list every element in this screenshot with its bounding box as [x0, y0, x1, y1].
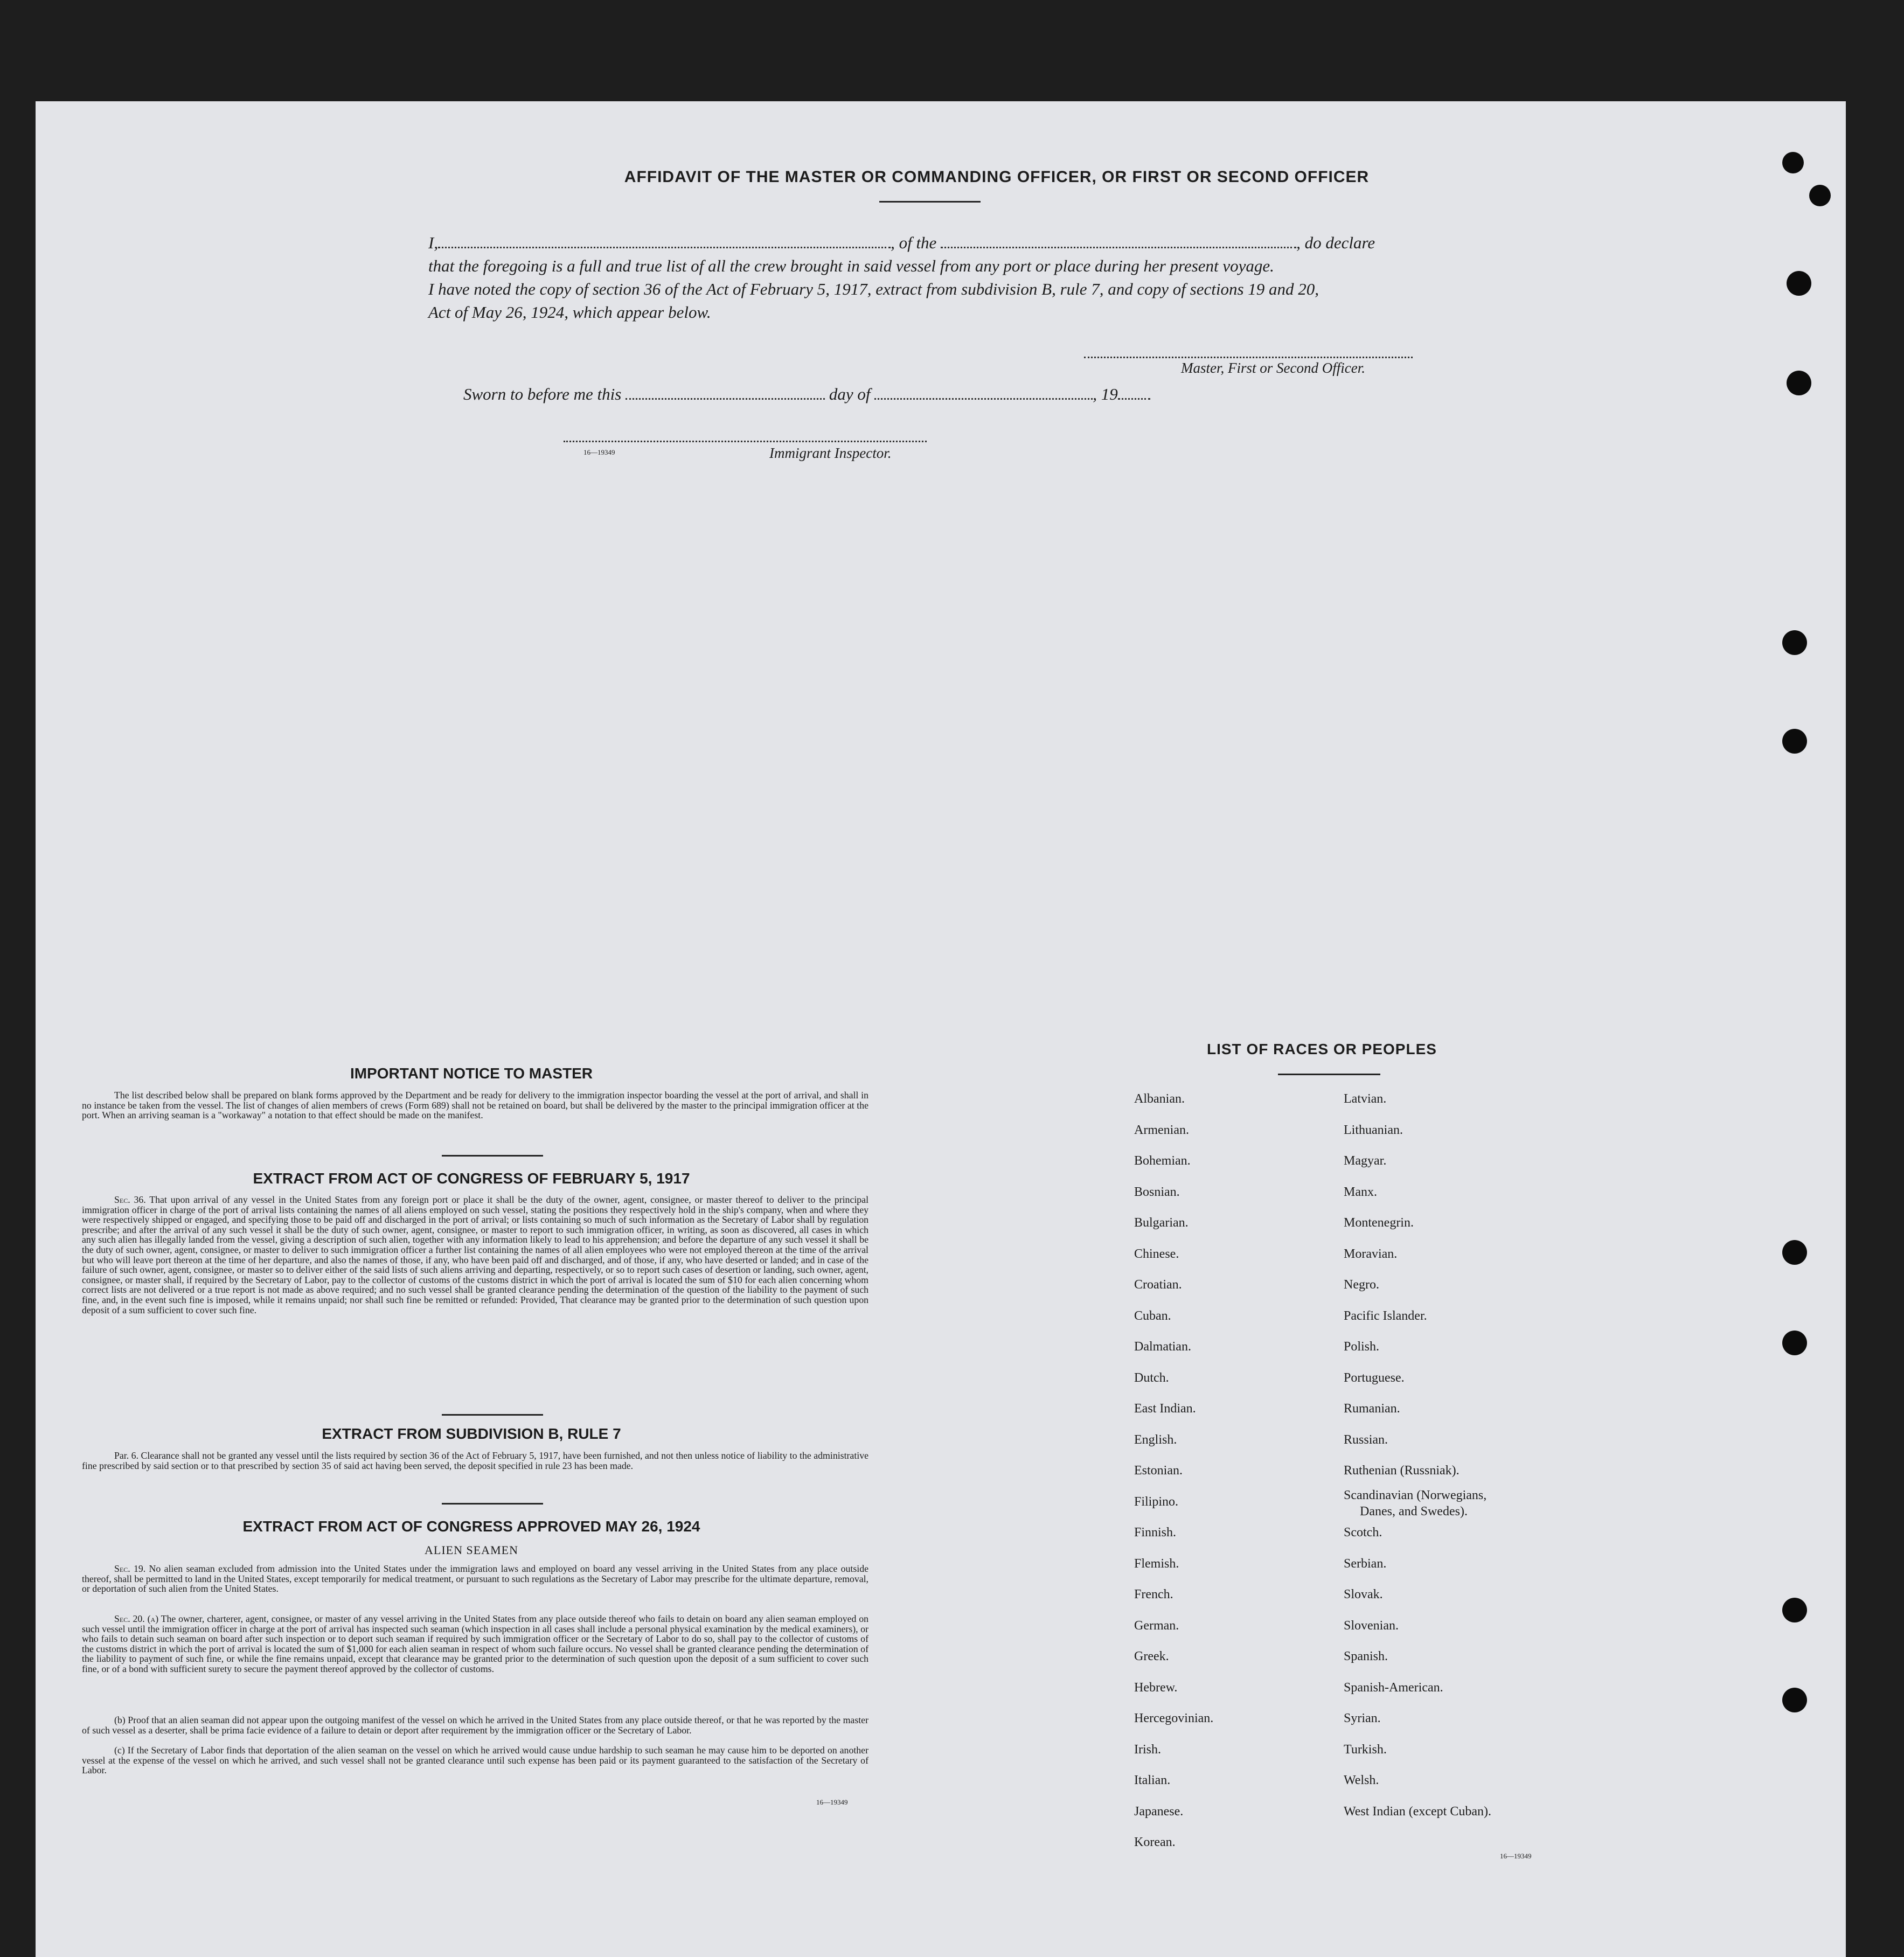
sec-36-label: Sec. 36. — [114, 1194, 146, 1205]
race-item: Korean. — [1134, 1835, 1176, 1849]
sec-20b-text: (b) Proof that an alien seaman did not appear upon the outgoing manifest of the vessel on which he arrived in the United States from any place outside thereof, or that he was reported by the master of such vessel as a deserter, shall be prima facie evidence of a failure to detain or deport after requirement by the immigration officer or the Secretary of Labor. — [82, 1715, 868, 1736]
race-item: Manx. — [1344, 1185, 1377, 1199]
extract-1917-text — [82, 1195, 868, 1315]
race-item: Italian. — [1134, 1773, 1171, 1787]
race-item: Hercegovinian. — [1134, 1711, 1214, 1725]
race-item: Dalmatian. — [1134, 1340, 1191, 1354]
rule7-rule — [442, 1503, 543, 1505]
punch-hole — [1787, 271, 1811, 296]
inspector-label: Immigrant Inspector. — [769, 445, 892, 461]
race-item: Ruthenian (Russniak). — [1344, 1464, 1460, 1478]
race-item: Filipino. — [1134, 1494, 1179, 1509]
race-item: Serbian. — [1344, 1556, 1387, 1571]
sworn-line — [463, 385, 1150, 404]
race-item: Croatian. — [1134, 1278, 1182, 1292]
sec-20a-body: The owner, charterer, agent, consignee, or master of any vessel arriving in the United States from any place outside thereof who fails to detain on board any alien seaman employed on such vessel until the immigration officer in charge at the port of arrival has inspected such seaman (which inspection in all cases shall include a personal physical examination by the medical examiners), or who fails to detain such seaman on board after such inspection or to deport such seaman if required by such immigration officer or the Secretary of Labor to do so, shall pay to the collector of customs of the customs district in which the port of arrival is located the sum of $1,000 for each alien seaman in respect of whom such failure occurs. No vessel shall be granted clearance pending the determination of the liability to payment of such fine, or while the fine remains unpaid, except that clearance may be granted prior to the determination of such question upon the deposit of a sum sufficient to cover such fine, or of a bond with sufficient surety to secure the payment thereof approved by the collector of customs. — [82, 1613, 869, 1674]
race-item: Slovenian. — [1344, 1618, 1399, 1633]
alien-seamen-subtitle: ALIEN SEAMEN — [425, 1543, 518, 1557]
rule7-text: Par. 6. Clearance shall not be granted any vessel until the lists required by section 36 of the Act of February 5, 1917, have been furnished, and not then unless notice of liability to the administrative fine prescribed by said section or to that prescribed by section 35 of said act having been served, the deposit specified in rule 23 has been made. — [82, 1450, 868, 1471]
notice-title: IMPORTANT NOTICE TO MASTER — [350, 1065, 593, 1082]
race-item: Cuban. — [1134, 1308, 1171, 1323]
race-item: Danes, and Swedes). — [1360, 1504, 1468, 1519]
punch-hole — [1782, 1240, 1807, 1265]
race-item: Syrian. — [1344, 1711, 1381, 1725]
race-item: East Indian. — [1134, 1402, 1196, 1416]
race-item: Welsh. — [1344, 1773, 1379, 1787]
race-item: Magyar. — [1344, 1154, 1387, 1168]
race-item: Estonian. — [1134, 1464, 1183, 1478]
punch-hole — [1782, 1331, 1807, 1355]
affidavit-line1-c: , do declare — [1296, 233, 1375, 252]
notice-rule — [442, 1155, 543, 1157]
race-item: Scotch. — [1344, 1526, 1382, 1540]
extract-form-number: 16—19349 — [816, 1798, 848, 1806]
race-item: Slovak. — [1344, 1587, 1383, 1601]
races-form-number: 16—19349 — [1500, 1852, 1532, 1860]
punch-hole — [1809, 185, 1831, 206]
race-item: Pacific Islander. — [1344, 1308, 1427, 1323]
race-item: Armenian. — [1134, 1123, 1189, 1137]
rule7-title: EXTRACT FROM SUBDIVISION B, RULE 7 — [322, 1425, 621, 1442]
affidavit-line3: I have noted the copy of section 36 of the Act of February 5, 1917, extract from subdivision B, rule 7, and copy of sections 19 and 20, — [428, 280, 1319, 298]
race-item: Bulgarian. — [1134, 1216, 1189, 1230]
race-item: Hebrew. — [1134, 1680, 1178, 1695]
race-item: Russian. — [1344, 1432, 1388, 1447]
sec-20-label: Sec. 20. (a) — [114, 1613, 159, 1624]
sworn-a: Sworn to before me this — [463, 385, 622, 403]
race-item: Rumanian. — [1344, 1402, 1400, 1416]
extract-1917-title: EXTRACT FROM ACT OF CONGRESS OF FEBRUARY 5, 1917 — [253, 1170, 690, 1187]
sec-19-text — [82, 1564, 868, 1594]
race-item: Finnish. — [1134, 1526, 1177, 1540]
affidavit-title: AFFIDAVIT OF THE MASTER OR COMMANDING OFFICER, OR FIRST OR SECOND OFFICER — [624, 168, 1370, 186]
signature-label: Master, First or Second Officer. — [1181, 360, 1365, 376]
race-item: English. — [1134, 1432, 1177, 1447]
sec-19-label: Sec. 19. — [114, 1563, 146, 1574]
punch-hole — [1782, 1598, 1807, 1622]
affidavit-line2: that the foregoing is a full and true list of all the crew brought in said vessel from any port or place during her present voyage. — [428, 256, 1274, 275]
sworn-day-blank[interactable] — [626, 386, 825, 400]
race-item: West Indian (except Cuban). — [1344, 1804, 1491, 1819]
sec-20c-text: (c) If the Secretary of Labor finds that deportation of the alien seaman on the vessel on which he arrived would cause undue hardship to such seaman he may cause him to be deported on another vessel at the expense of the vessel on which he arrived, and such vessel shall not be granted clearance until such expense has been paid or its payment guaranteed to the satisfaction of the Secretary of Labor. — [82, 1745, 868, 1776]
race-item: Bosnian. — [1134, 1185, 1180, 1199]
punch-hole — [1782, 152, 1804, 173]
punch-hole — [1782, 1688, 1807, 1712]
sec-19-body: No alien seaman excluded from admission into the United States under the immigration laws and employed on board any vessel arriving in the United States from any place outside thereof, shall be permitted to land in the United States, except temporarily for medical treatment, or pursuant to such regulations as the Secretary of Labor may prescribe for the ultimate departure, removal, or deportation of such alien from the United States. — [82, 1563, 868, 1594]
document-page — [36, 101, 1846, 1957]
sworn-b: day of — [829, 385, 871, 403]
punch-hole — [1782, 630, 1807, 655]
race-item: Scandinavian (Norwegians, — [1344, 1488, 1487, 1502]
notice-text: The list described below shall be prepared on blank forms approved by the Department and be ready for delivery to the immigration inspector boarding the vessel at the port of arrival, and shall in no instance be taken from the vessel. The list of changes of alien members of crews (Form 689) shall not be retained on board, but shall be delivered by the master to the principal immigration officer at the port. When an arriving seaman is a "workaway" a notation to that effect should be made on the manifest. — [82, 1090, 868, 1121]
race-item: Moravian. — [1344, 1246, 1398, 1261]
race-item: Turkish. — [1344, 1742, 1387, 1757]
race-item: Bohemian. — [1134, 1154, 1191, 1168]
affidavit-line4: Act of May 26, 1924, which appear below. — [428, 303, 711, 322]
extract-1924-title: EXTRACT FROM ACT OF CONGRESS APPROVED MAY 26, 1924 — [242, 1518, 700, 1535]
race-item: Portuguese. — [1344, 1370, 1405, 1385]
race-item: Dutch. — [1134, 1370, 1169, 1385]
extract-1917-rule — [442, 1414, 543, 1416]
race-item: Japanese. — [1134, 1804, 1184, 1819]
punch-hole — [1782, 729, 1807, 754]
race-item: Montenegrin. — [1344, 1216, 1414, 1230]
form-number: 16—19349 — [583, 448, 615, 456]
race-item: Irish. — [1134, 1742, 1161, 1757]
race-item: French. — [1134, 1587, 1173, 1601]
race-item: Lithuanian. — [1344, 1123, 1403, 1137]
affidavit-line1-a: I, — [428, 233, 439, 252]
vessel-blank[interactable] — [941, 235, 1296, 248]
race-item: German. — [1134, 1618, 1179, 1633]
race-item: Chinese. — [1134, 1246, 1179, 1261]
title-rule — [879, 201, 981, 203]
race-item: Polish. — [1344, 1340, 1380, 1354]
inspector-signature-blank[interactable] — [564, 441, 927, 442]
affidavit-line-1 — [428, 233, 1375, 253]
sworn-month-blank[interactable] — [874, 386, 1093, 400]
punch-hole — [1787, 371, 1811, 395]
races-title: LIST OF RACES OR PEOPLES — [1207, 1041, 1437, 1057]
sworn-year-blank[interactable] — [1118, 386, 1150, 400]
race-item: Negro. — [1344, 1278, 1379, 1292]
race-item: Flemish. — [1134, 1556, 1179, 1571]
affidavit-line1-b: , of the — [891, 233, 937, 252]
sec-36-text: That upon arrival of any vessel in the United States from any foreign port or place it shall be the duty of the owner, agent, consignee, or master thereof to deliver to the principal immigration officer in charge of the port of arrival lists containing the names of all aliens employed on such vessel, stating the positions they respectively hold in the ship's company, when and where they were respectively shipped or engaged, and specifying those to be paid off and discharged in the port of arrival; or lists containing so much of such information as the Secretary of Labor shall by regulation prescribe; and after the arrival of any such vessel it shall be the duty of such owner, agent, consignee, or master to report to such immigration officer, in writing, as soon as discovered, all cases in which any such alien has illegally landed from the vessel, giving a description of such alien, together with any information likely to lead to his apprehension; and before the departure of any such vessel it shall be the duty of such owner, agent, consignee, or master to deliver to such immigration officer a further list containing the names of all alien employees who were not employed thereon at the time of the arrival but who will leave port thereon at the time of her departure, and also the names of those, if any, who have been paid off and discharged, and of those, if any, who have deserted or landed; and in case of the failure of such owner, agent, consignee, or master so to deliver either of the said lists of such aliens arriving and departing, respectively, or so to report such cases of desertion or landing, such owner, agent, consignee, or master shall, if required by the Secretary of Labor, pay to the collector of customs of the customs district in which the port of arrival is located the sum of $10 for each alien concerning whom correct lists are not delivered or a true report is not made as above required; and no such vessel shall be granted clearance pending the determination of the question of the liability to the payment of such fine, and, in the event such fine is imposed, while it remains unpaid; nor shall such fine be remitted or refunded: Provided, That clearance may be granted prior to the determination of such question upon deposit of a sum sufficient to cover such fine. — [82, 1194, 869, 1315]
race-item: Spanish-American. — [1344, 1680, 1443, 1695]
race-item: Albanian. — [1134, 1092, 1185, 1106]
race-item: Latvian. — [1344, 1092, 1387, 1106]
races-rule — [1278, 1074, 1380, 1075]
race-item: Greek. — [1134, 1649, 1169, 1663]
race-item: Spanish. — [1344, 1649, 1388, 1663]
sworn-c: , 19 — [1093, 385, 1118, 403]
signature-blank[interactable] — [1084, 357, 1413, 358]
name-blank[interactable] — [438, 235, 891, 248]
sec-20a-text — [82, 1614, 868, 1674]
